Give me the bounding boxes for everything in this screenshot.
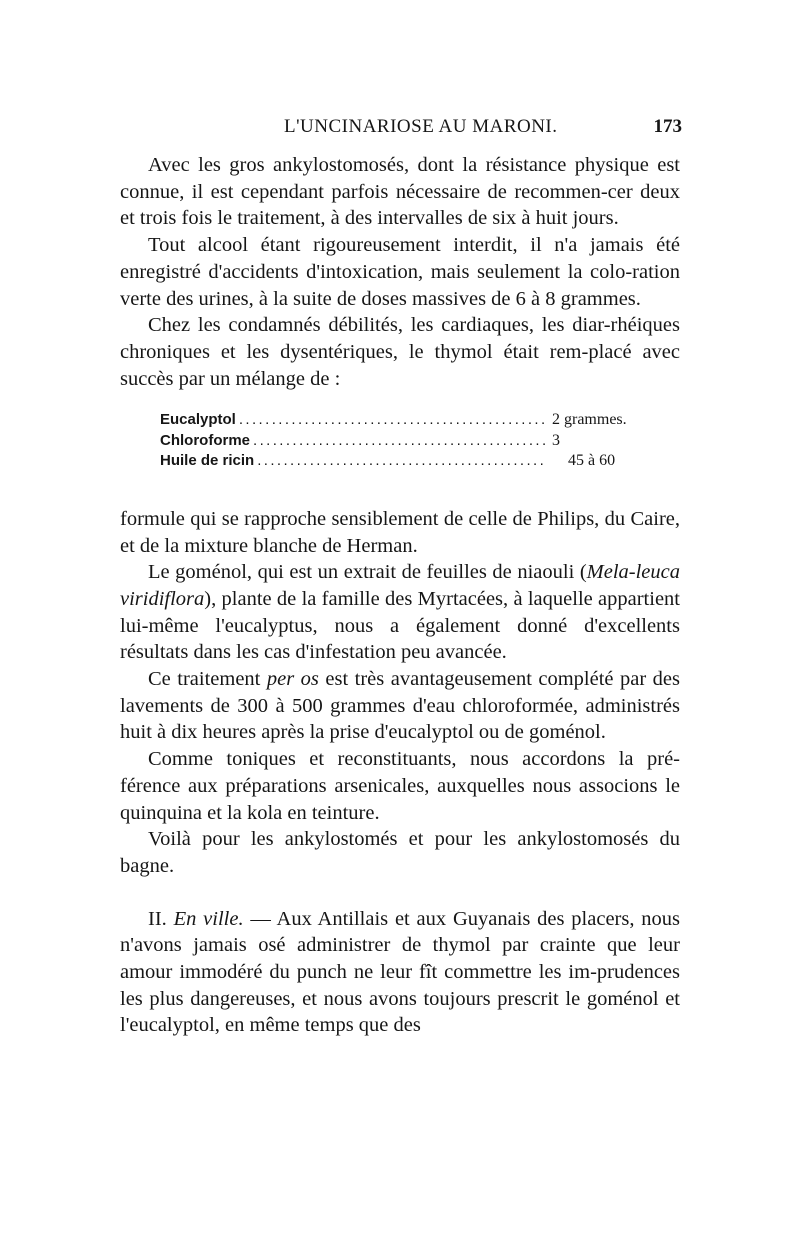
recipe-row [160,431,660,452]
page-number: 173 [653,116,682,137]
species-name: Mela-leuca viridiflora [120,561,680,610]
paragraph-5-text: Le goménol, qui est un extrait de feuilles de niaouli ( [148,561,587,584]
recipe-row [160,410,660,431]
running-title: L'UNCINARIOSE AU MARONI. [284,116,558,137]
section-heading: En ville. [173,907,244,930]
latin-term: per os [266,668,319,691]
page-header [120,114,682,144]
paragraph-9-text: — Aux Antillais et aux Guyanais des placers, nous n'avons jamais osé administrer de thymol par crainte que leur amour immodéré du punch ne leur fît commettre les im-prudences les plus dangereuses, et nous avons toujours prescrit le goménol et l'eucalyptol, en même temps que des [120,907,680,1037]
paragraph-5 [120,559,680,666]
paragraph-4: formule qui se rapproche sensiblement de celle de Philips, du Caire, et de la mixture blanche de Herman. [120,507,680,557]
paragraph-3: Chez les condamnés débilités, les cardiaques, les diar-rhéiques chroniques et les dysentériques, le thymol était rem-placé avec succès par un mélange de : [120,314,680,390]
recipe-ingredient: Chloroforme [160,431,250,449]
recipe-ingredient: Eucalyptol [160,411,236,429]
paragraph-1: Avec les gros ankylostomosés, dont la résistance physique est connue, il est cependant parfois nécessaire de recommen-cer deux et trois fois le traitement, à des intervalles de six à huit jours. [120,154,680,230]
recipe-quantity: 2 grammes. [552,411,627,429]
body-text [120,152,680,1039]
leader-dots [239,410,546,430]
section-number: II. [148,907,174,930]
leader-dots [253,431,546,451]
section-en-ville [120,906,680,1040]
recipe-quantity: 45 à 60 [568,452,616,470]
paragraph-7: Comme toniques et reconstituants, nous accordons la pré-férence aux préparations arsenicales, auxquelles nous associons le quinquina et la kola en teinture. [120,748,680,824]
leader-dots [257,451,546,471]
recipe-row [160,451,660,472]
paragraph-5-text-end: ), plante de la famille des Myrtacées, à laquelle appartient lui-même l'eucalyptus, nous a également donné d'excellents résultats dans les cas d'infestation peu avancée. [120,587,680,664]
recipe-quantity: 3 [552,431,560,449]
paragraph-6-text: Ce traitement [148,668,267,691]
paragraph-9 [120,906,680,1040]
paragraph-2: Tout alcool étant rigoureusement interdit, il n'a jamais été enregistré d'accidents d'intoxication, mais seulement la colo-ration verte des urines, à la suite de doses massives de 6 à 8 grammes. [120,234,680,310]
paragraph-8: Voilà pour les ankylostomés et pour les ankylostomosés du bagne. [120,828,680,877]
paragraph-6 [120,666,680,746]
recipe-ingredient: Huile de ricin [160,452,255,470]
paragraph-6-text-end: est très avantageusement complété par des lavements de 300 à 500 grammes d'eau chloroformée, administrés huit à dix heures après la prise d'eucalyptol ou de goménol. [120,668,680,744]
recipe-table [160,410,660,472]
